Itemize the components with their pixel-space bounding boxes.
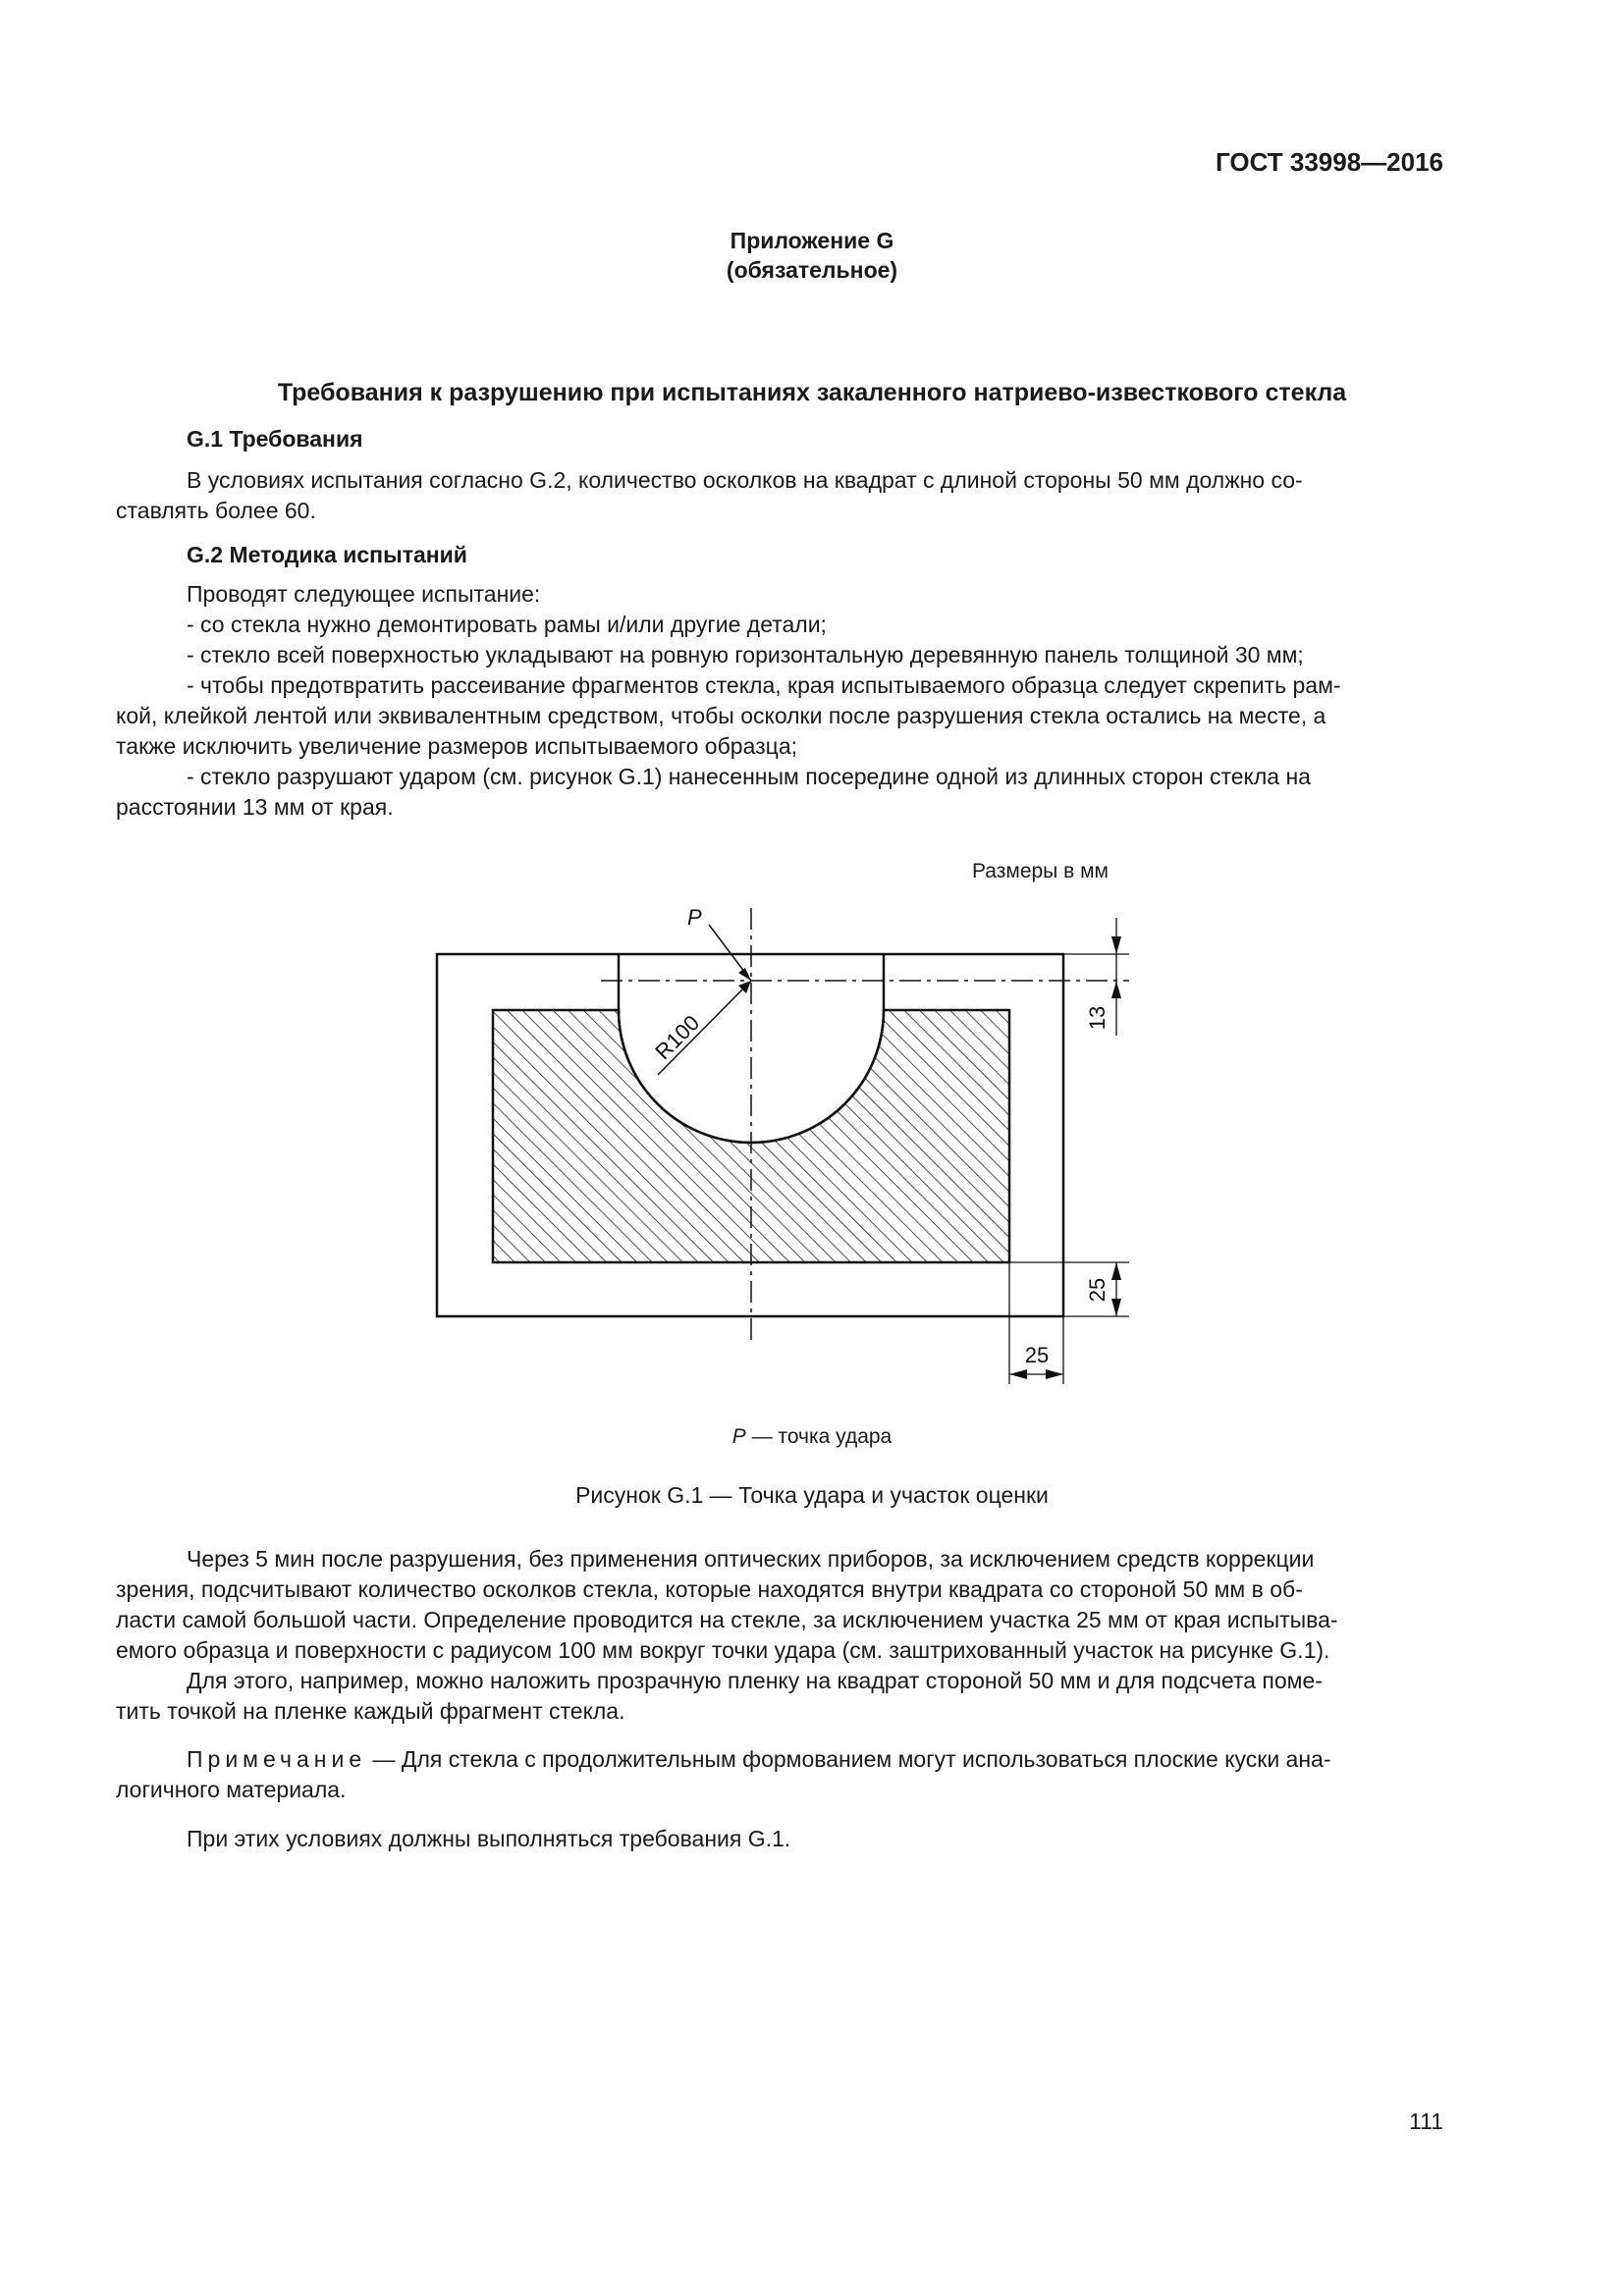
- figure-legend: [0, 1425, 1624, 1449]
- point-label: P: [687, 905, 702, 930]
- g2-intro: Проводят следующее испытание:: [187, 581, 541, 607]
- note-paragraph: [116, 1744, 1443, 1805]
- legend-text: — точка удара: [745, 1425, 893, 1448]
- list-item: - стекло всей поверхностью укладывают на ровную горизонтальную деревянную панель толщиной 30 мм;: [187, 642, 1304, 667]
- dim-25-vertical-label: 25: [1085, 1277, 1110, 1303]
- dimension-25-vertical: [1111, 1262, 1121, 1316]
- text-line: логичного материала.: [116, 1777, 347, 1802]
- final-paragraph: [116, 1824, 1443, 1854]
- note-first-line: [116, 1744, 1443, 1775]
- text-line: также исключить увеличение размеров испытываемого образца;: [116, 733, 797, 759]
- page-number: 111: [1409, 2109, 1443, 2134]
- list-item: - стекло разрушают ударом (см. рисунок G.1) нанесенным посередине одной из длинных сторон стекла на: [187, 764, 1311, 789]
- text-line: Через 5 мин после разрушения, без применения оптических приборов, за исключением средств коррекции: [187, 1546, 1315, 1572]
- text-line: зрения, подсчитывают количество осколков стекла, которые находятся внутри квадрата со стороной 50 мм в об-: [116, 1576, 1303, 1602]
- text-line: ласти самой большой части. Определение проводится на стекле, за исключением участка 25 мм от края испытыва-: [116, 1607, 1338, 1632]
- note-label: Примечание: [187, 1746, 367, 1772]
- text-line: ставлять более 60.: [116, 498, 316, 523]
- hatched-area: [471, 972, 1041, 1286]
- appendix-title: Приложение G: [730, 228, 894, 253]
- note-text: — Для стекла с продолжительным формованием могут использоваться плоские куски ана-: [366, 1746, 1331, 1772]
- standard-code: ГОСТ 33998—2016: [1216, 147, 1443, 177]
- evaluation-paragraph: [116, 1544, 1443, 1727]
- text-line: расстоянии 13 мм от края.: [116, 794, 394, 820]
- text-line: При этих условиях должны выполняться требования G.1.: [187, 1826, 791, 1851]
- dimension-13: [1111, 918, 1121, 1036]
- g1-title: G.1 Требования: [187, 426, 363, 452]
- section-heading: Требования к разрушению при испытаниях закаленного натриево-известкового стекла: [277, 379, 1347, 406]
- radius-label: R100: [650, 1010, 705, 1065]
- figure-caption: Рисунок G.1 — Точка удара и участок оценки: [575, 1482, 1049, 1508]
- text-line: емого образца и поверхности с радиусом 100 мм вокруг точки удара (см. заштрихованный участок на рисунке G.1).: [116, 1637, 1330, 1663]
- appendix-status: (обязательное): [726, 257, 898, 283]
- list-item: - со стекла нужно демонтировать рамы и/или другие детали;: [187, 612, 827, 637]
- text-line: В условиях испытания согласно G.2, количество осколков на квадрат с длиной стороны 50 мм должно со-: [187, 467, 1303, 493]
- units-note: Размеры в мм: [972, 860, 1109, 882]
- text-line: Для этого, например, можно наложить прозрачную пленку на квадрат стороной 50 мм и для подсчета поме-: [187, 1668, 1323, 1693]
- dim-25-horizontal-label: 25: [1024, 1343, 1050, 1367]
- g2-title: G.2 Методика испытаний: [187, 542, 467, 567]
- dim-13-label: 13: [1085, 1005, 1110, 1031]
- legend-symbol: P: [731, 1425, 746, 1448]
- text-line: кой, клейкой лентой или эквивалентным средством, чтобы осколки после разрушения стекла остались на месте, а: [116, 703, 1326, 728]
- text-line: тить точкой на пленке каждый фрагмент стекла.: [116, 1698, 625, 1724]
- list-item: - чтобы предотвратить рассеивание фрагментов стекла, края испытываемого образца следует скрепить рам-: [187, 672, 1341, 698]
- impact-point-arrow: [738, 968, 751, 981]
